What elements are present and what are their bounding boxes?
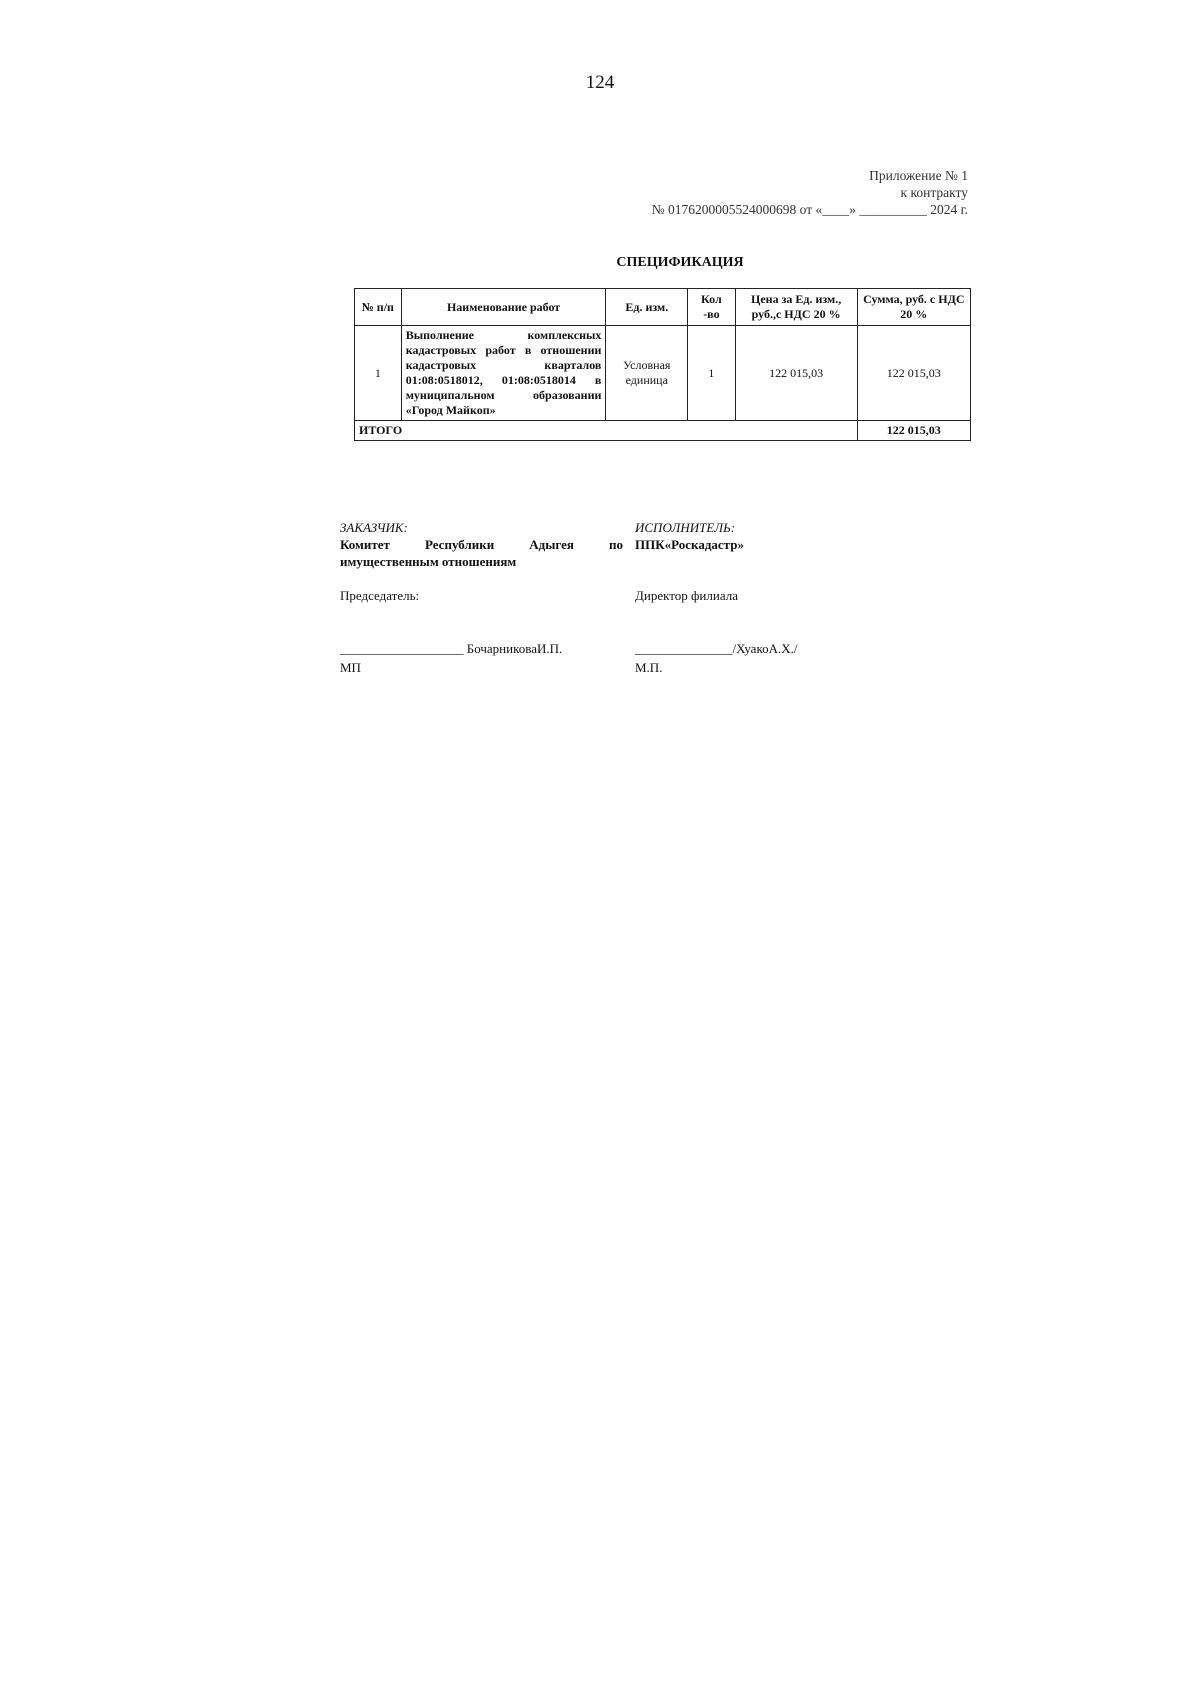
cell-name: Выполнение комплексных кадастровых работ в отношении кадастровых кварталов 01:08:0518012, 01:08:0518014 в муниципальном образовании «Город Майкоп» — [401, 326, 606, 421]
table-row — [355, 326, 971, 421]
total-value: 122 015,03 — [857, 421, 970, 441]
cell-unit: Условная единица — [606, 326, 688, 421]
cell-num: 1 — [355, 326, 402, 421]
customer-block — [340, 519, 623, 570]
executor-position: Директор филиала — [635, 588, 738, 603]
total-row — [355, 421, 971, 441]
header-price: Цена за Ед. изм., руб.,с НДС 20 % — [735, 289, 857, 326]
document-title: СПЕЦИФИКАЦИЯ — [616, 255, 744, 270]
header-qty: Кол -во — [688, 289, 735, 326]
cell-qty: 1 — [688, 326, 735, 421]
header-unit: Ед. изм. — [606, 289, 688, 326]
executor-stamp-label: М.П. — [635, 660, 663, 675]
customer-org: Комитет Республики Адыгея по имущественным отношениям — [340, 537, 623, 569]
cell-sum: 122 015,03 — [857, 326, 970, 421]
header-sum: Сумма, руб. с НДС 20 % — [857, 289, 970, 326]
header-name: Наименование работ — [401, 289, 606, 326]
header-num: № п/п — [355, 289, 402, 326]
executor-signature-line: _______________/ХуакоА.Х./ — [635, 641, 798, 656]
executor-role: ИСПОЛНИТЕЛЬ: — [635, 520, 736, 535]
customer-role: ЗАКАЗЧИК: — [340, 520, 408, 535]
page-number: 124 — [585, 72, 615, 93]
appendix-line-3: № 0176200005524000698 от «____» __________ 2024 г. — [651, 202, 968, 217]
customer-position: Председатель: — [340, 588, 420, 603]
total-label: ИТОГО — [355, 421, 858, 441]
appendix-header — [652, 167, 968, 218]
table-header-row — [355, 289, 971, 326]
cell-price: 122 015,03 — [735, 326, 857, 421]
executor-org: ППК«Роскадастр» — [635, 537, 744, 552]
executor-block — [635, 519, 895, 553]
customer-signature-line: ___________________ БочарниковаИ.П. — [340, 641, 563, 656]
appendix-line-1: Приложение № 1 — [869, 168, 968, 183]
appendix-line-2: к контракту — [900, 185, 968, 200]
specification-table — [354, 288, 971, 441]
customer-stamp-label: МП — [340, 660, 361, 675]
